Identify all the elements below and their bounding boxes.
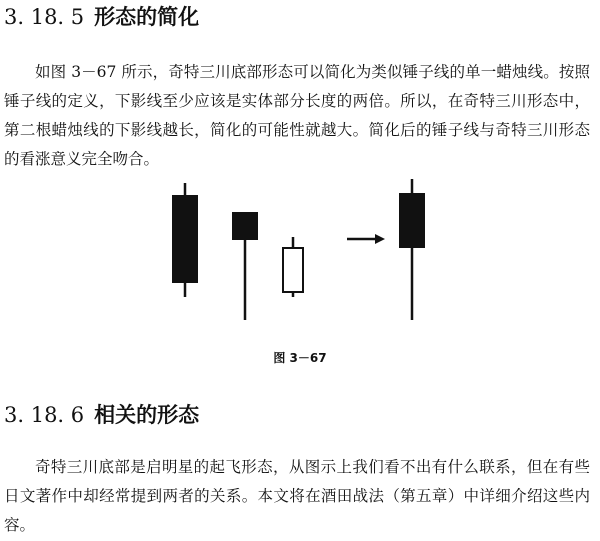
candlestick-figure bbox=[150, 175, 450, 325]
section-number: 3. 18. 5 bbox=[4, 5, 85, 29]
figure-caption: 图 3－67 bbox=[273, 351, 327, 365]
candles-group bbox=[173, 179, 424, 320]
candle-3-white-body bbox=[283, 248, 303, 292]
paragraph-related-patterns: 奇特三川底部是启明星的起飞形态，从图示上我们看不出有什么联系，但在有些日文著作中却经常提到两者的关系。本文将在酒田战法（第五章）中详细介绍这些内容。 bbox=[4, 458, 590, 534]
section-heading-3-18-5 bbox=[4, 4, 199, 30]
paragraph-simplification: 如图 3－67 所示，奇特三川底部形态可以简化为类似锤子线的单一蜡烛线。按照锤子线的定义，下影线至少应该是实体部分长度的两倍。所以，在奇特三川形态中，第二根蜡烛线的下影线越长，简化的可能性就越大。简化后的锤子线与奇特三川形态的看涨意义完全吻合。 bbox=[4, 63, 590, 168]
candle-1-black-body bbox=[173, 196, 197, 282]
arrow-head bbox=[375, 234, 385, 244]
section-title: 形态的简化 bbox=[94, 5, 200, 29]
section-title: 相关的形态 bbox=[94, 403, 200, 427]
section-number: 3. 18. 6 bbox=[4, 403, 85, 427]
arrow bbox=[347, 234, 385, 244]
candle-2-black-body bbox=[233, 213, 257, 239]
section-heading-3-18-6 bbox=[4, 402, 199, 428]
candle-4-black-hammer-body bbox=[400, 194, 424, 247]
